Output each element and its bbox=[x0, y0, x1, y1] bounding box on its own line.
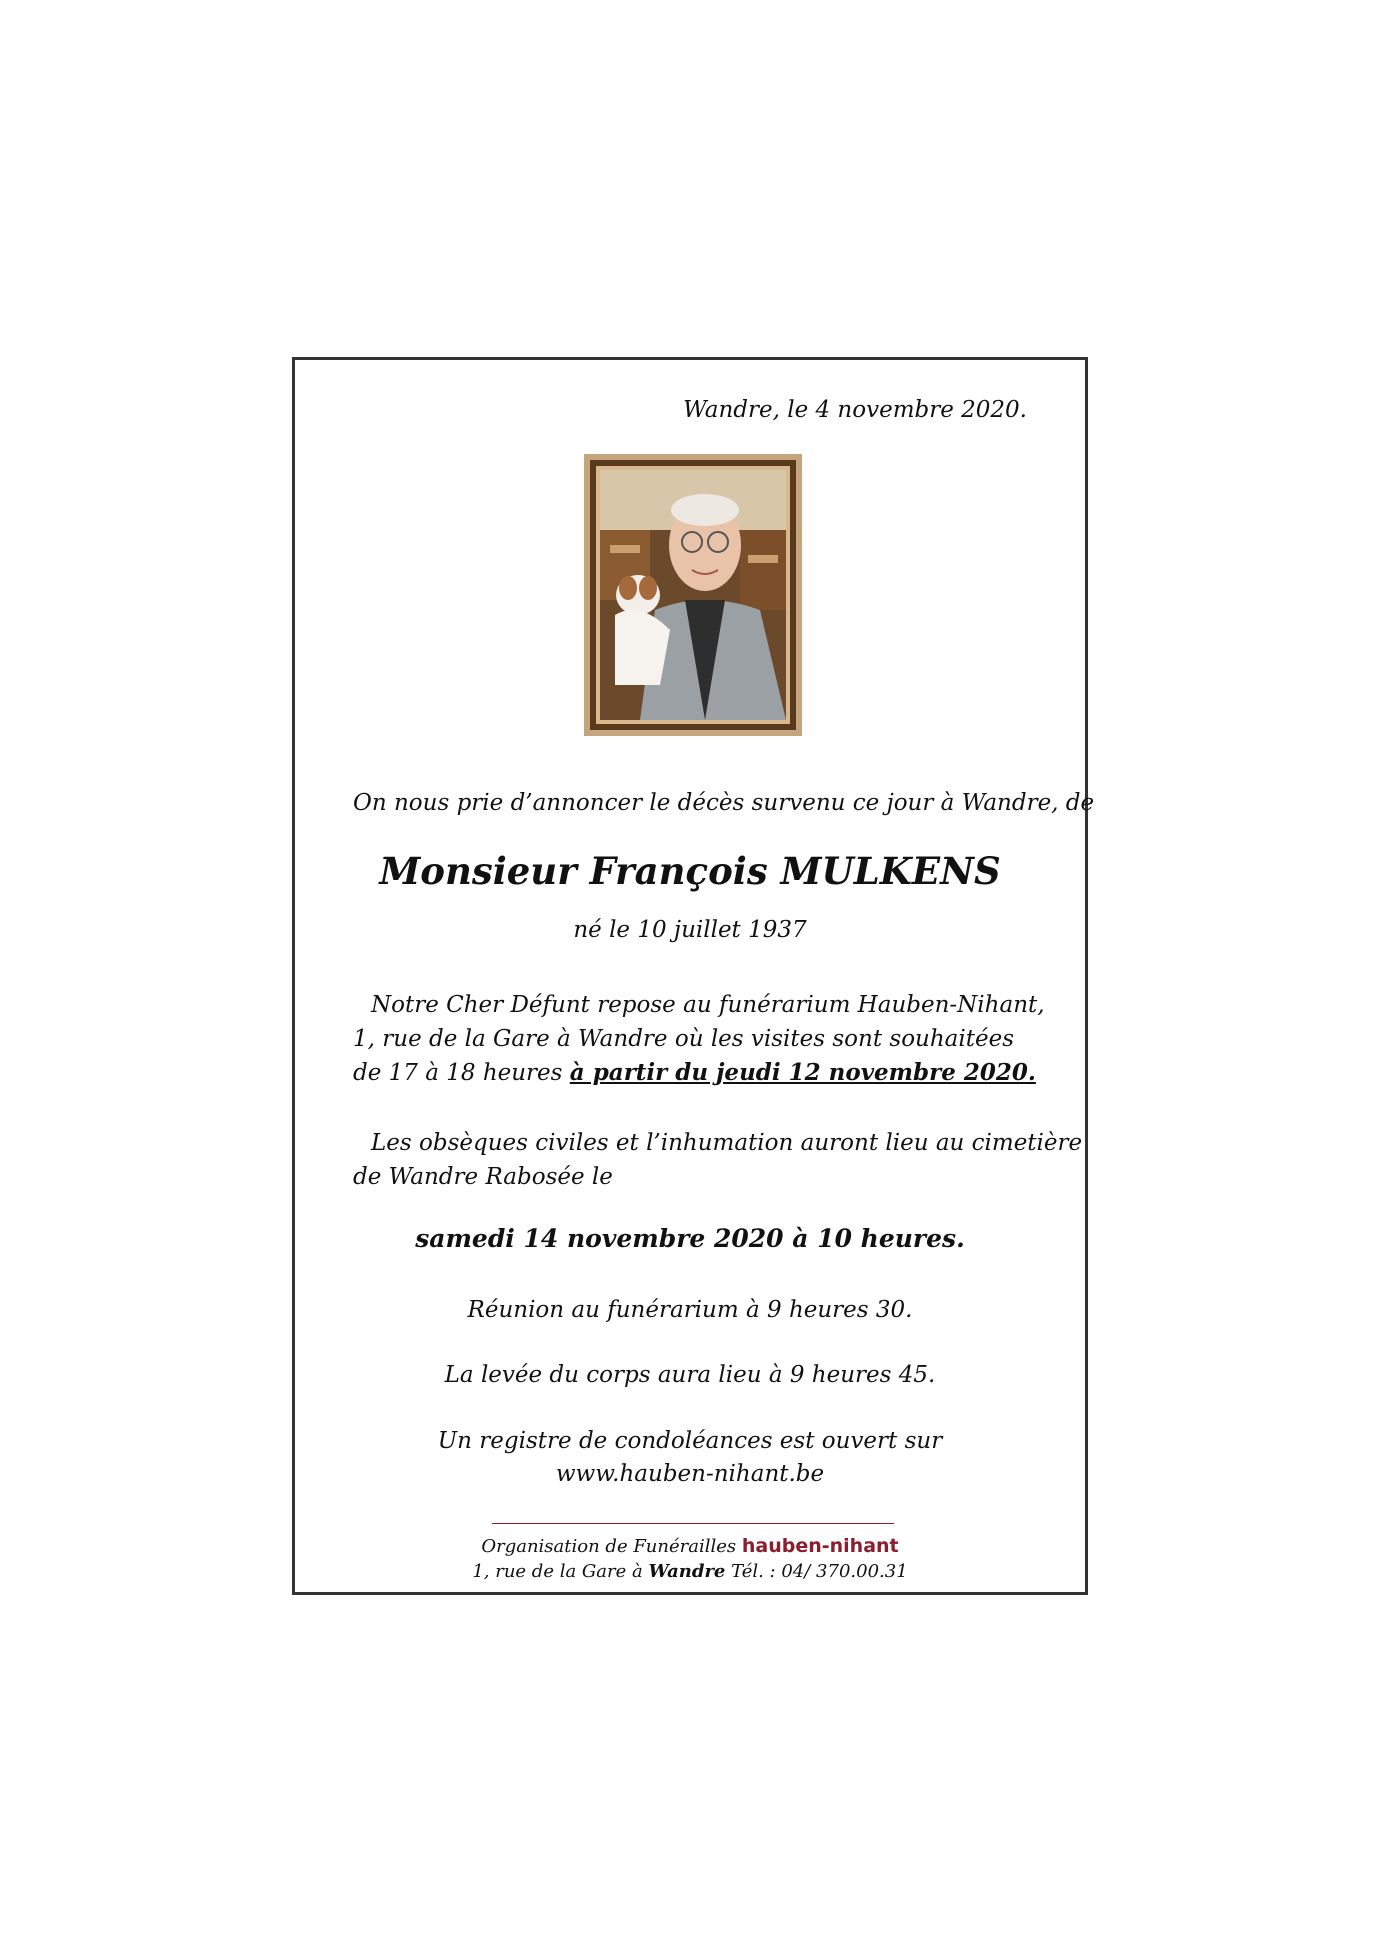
footer-phone-label: Tél. : bbox=[725, 1561, 782, 1582]
visit-hours: de 17 à 18 heures bbox=[353, 1060, 570, 1086]
deceased-name: Monsieur François MULKENS bbox=[379, 849, 1001, 893]
portrait-photo bbox=[600, 470, 786, 720]
portrait-frame bbox=[584, 454, 802, 736]
intro-text: On nous prie d’annoncer le décès survenu ce jour à Wandre, de bbox=[353, 790, 1095, 816]
notice-date: Wandre, le 4 novembre 2020. bbox=[683, 397, 1027, 423]
ceremony-date: samedi 14 novembre 2020 à 10 heures. bbox=[415, 1224, 965, 1253]
visit-line-2: 1, rue de la Gare à Wandre où les visites sont souhaitées bbox=[353, 1026, 1015, 1052]
funeral-line-2: de Wandre Rabosée le bbox=[353, 1164, 613, 1190]
footer-divider bbox=[492, 1523, 894, 1524]
visit-line-1: Notre Cher Défunt repose au funérarium Hauben-Nihant, bbox=[371, 992, 1045, 1018]
footer-address bbox=[295, 1560, 1085, 1584]
funeral-line-1: Les obsèques civiles et l’inhumation auront lieu au cimetière bbox=[371, 1130, 1083, 1156]
footer-street: 1, rue de la Gare à bbox=[472, 1561, 649, 1582]
visit-start-date: à partir du jeudi 12 novembre 2020. bbox=[569, 1059, 1036, 1086]
footer-org-label: Organisation de Funérailles bbox=[481, 1536, 737, 1557]
footer-org bbox=[295, 1534, 1085, 1559]
footer-town: Wandre bbox=[648, 1561, 726, 1582]
registry-link[interactable]: www.hauben-nihant.be bbox=[555, 1461, 825, 1487]
levee-time: La levée du corps aura lieu à 9 heures 45. bbox=[444, 1362, 936, 1388]
brand-logo: hauben-nihant bbox=[741, 1535, 899, 1557]
meeting-time: Réunion au funérarium à 9 heures 30. bbox=[467, 1297, 913, 1323]
birth-date: né le 10 juillet 1937 bbox=[573, 917, 807, 943]
registry-text: Un registre de condoléances est ouvert sur bbox=[437, 1428, 943, 1454]
visit-line-3 bbox=[353, 1058, 1036, 1088]
death-notice-card bbox=[292, 357, 1095, 1595]
footer-phone: 04/ 370.00.31 bbox=[781, 1561, 908, 1582]
